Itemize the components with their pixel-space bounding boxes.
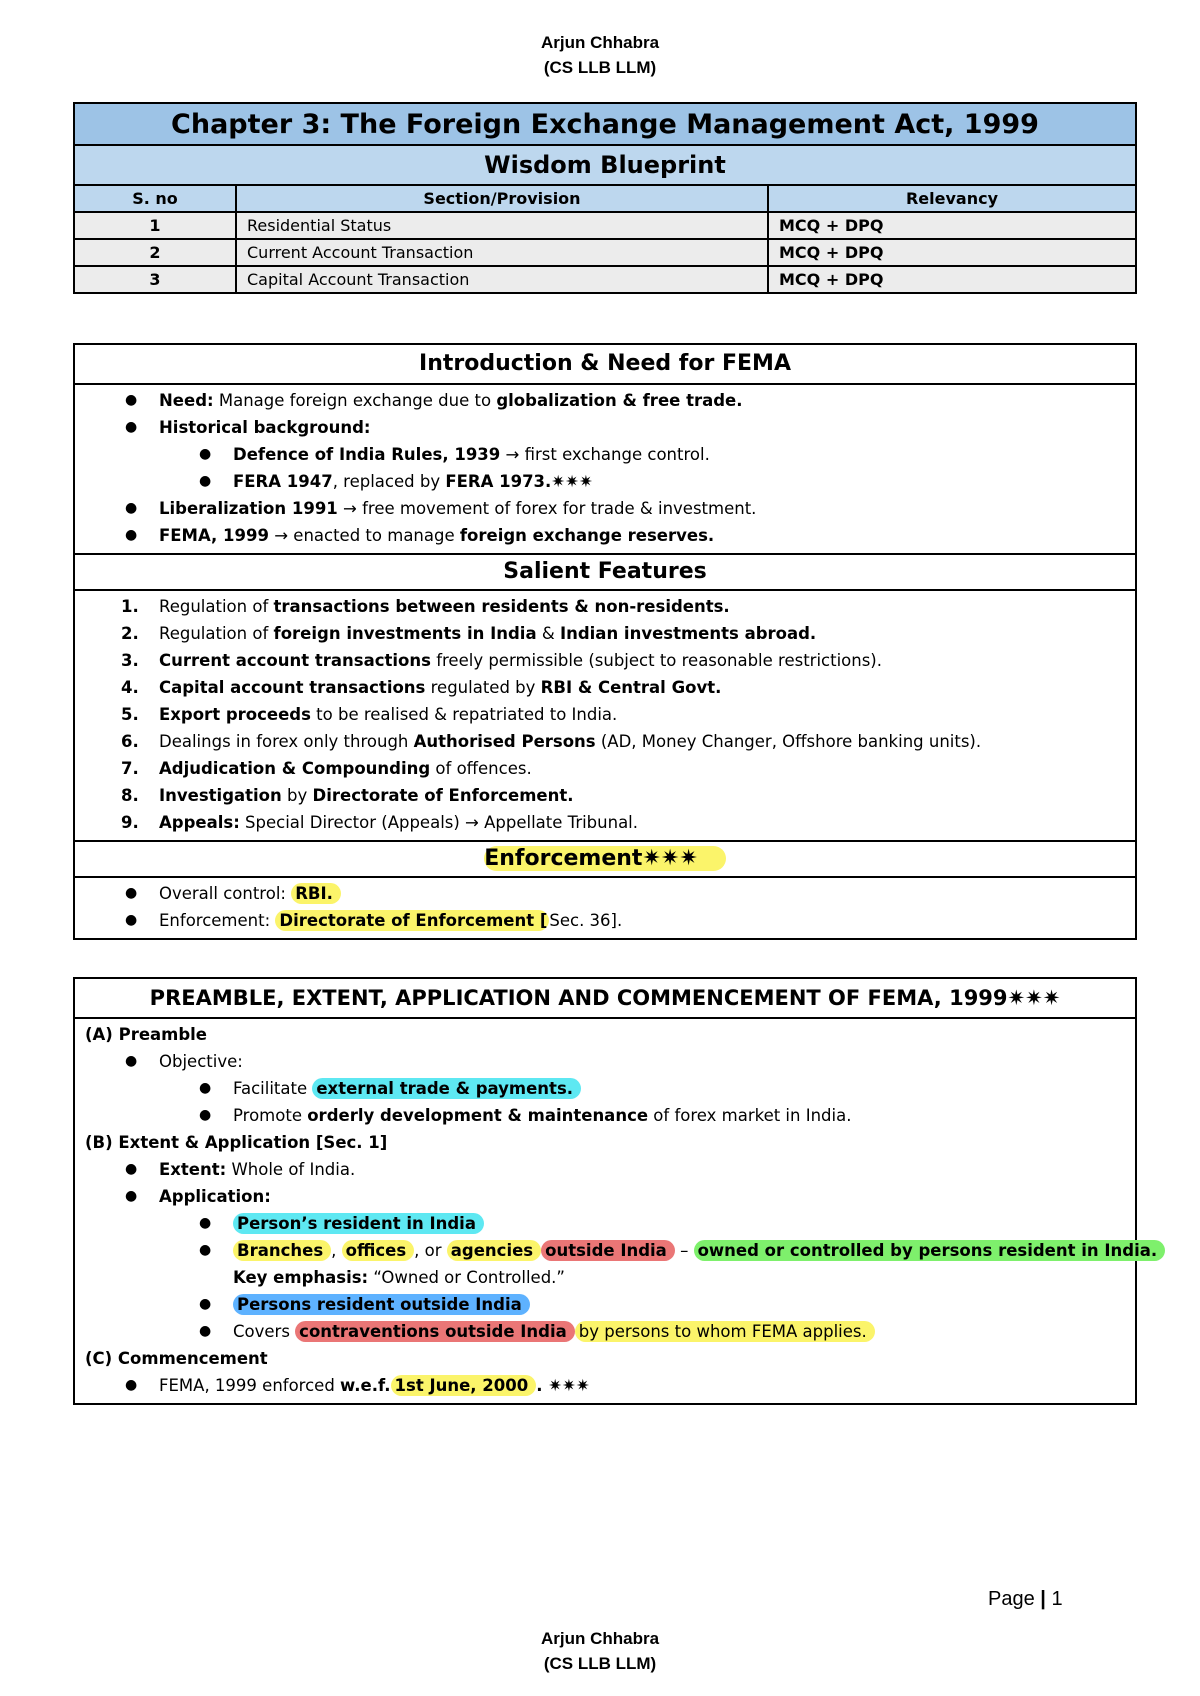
table-row [74, 239, 1136, 266]
page-number: Page | 1 [988, 1588, 1063, 1610]
bullet-icon: ● [125, 527, 138, 543]
row-relevancy: MCQ + DPQ [768, 212, 1136, 239]
row-section: Residential Status [236, 212, 768, 239]
row-relevancy: MCQ + DPQ [768, 266, 1136, 293]
row-section: Capital Account Transaction [236, 266, 768, 293]
bullet-icon: ● [199, 1107, 212, 1123]
bullet-icon: ● [199, 1296, 212, 1312]
list-item: 2. Regulation of foreign investments in India & Indian investments abroad. [121, 624, 817, 643]
footer-qualification: (CS LLB LLM) [543, 1654, 657, 1673]
row-sno: 3 [74, 266, 236, 293]
bullet-icon: ● [199, 473, 212, 489]
list-item: 3. Current account transactions freely permissible (subject to reasonable restrictions). [121, 651, 882, 670]
list-item: 7. Adjudication & Compounding of offences. [121, 759, 532, 778]
bullet-icon: ● [199, 446, 212, 462]
bullet-icon: ● [125, 419, 138, 435]
list-item: 1. Regulation of transactions between residents & non-residents. [121, 597, 730, 616]
header-name: Arjun Chhabra [540, 33, 660, 52]
blueprint-subtitle: Wisdom Blueprint [74, 145, 1136, 185]
bullet-icon: ● [125, 392, 138, 408]
preamble-box: PREAMBLE, EXTENT, APPLICATION AND COMMENCEMENT OF FEMA, 1999✷✷✷ (A) Preamble ● Objective: ● Facilitate external trade & payments. ● Promote orderly development & maintenance of forex market in India. (B) Extent & Application [Sec. 1] ● Extent: Whole of India. ● Application: ● Person’s resident in India ● Branches , offices , or agencies outside India – owned or controlled by persons resident in India. Key emphasis: “Owned or Controlled.” ● Persons resident outside India ● Covers contraventions outside India by persons to whom FEMA applies. (C) Commencement ● FEMA, 1999 enforced w.e.f. 1st June, 2000 . ✷✷✷ [73, 977, 1137, 1405]
bullet-icon: ● [125, 500, 138, 516]
bullet-icon: ● [125, 1161, 138, 1177]
bullet-icon: ● [199, 1323, 212, 1339]
bullet-icon: ● [199, 1080, 212, 1096]
row-section: Current Account Transaction [236, 239, 768, 266]
preamble-title: PREAMBLE, EXTENT, APPLICATION AND COMMENCEMENT OF FEMA, 1999✷✷✷ [75, 979, 1135, 1019]
list-item: 6. Dealings in forex only through Authorised Persons (AD, Money Changer, Offshore banking units). [121, 732, 982, 751]
row-sno: 1 [74, 212, 236, 239]
header-qualification: (CS LLB LLM) [543, 58, 657, 77]
enforcement-title: Enforcement✷✷✷ [75, 840, 1135, 878]
bullet-icon: ● [125, 1053, 138, 1069]
bullet-icon: ● [125, 1188, 138, 1204]
row-relevancy: MCQ + DPQ [768, 239, 1136, 266]
col-header-section: Section/Provision [236, 185, 768, 212]
intro-box: Introduction & Need for FEMA ● Need: Manage foreign exchange due to globalization & free trade. ● Historical background: ● Defence of India Rules, 1939 → first exchange control. ● FERA 1947, replaced by FERA 1973.✷✷✷ ● Liberalization 1991 → free movement of forex for trade & investment. ● FEMA, 1999 → enacted to manage foreign exchange reserves. Salient Features 1. Regulation of transactions between residents & non-residents. 2. Regulation of foreign investments in India & Indian investments abroad. 3. Current account transactions freely permissible (subject to reasonable restrictions). 4. Capital account transactions regulated by RBI & Central Govt. 5. Export proceeds to be realised & repatriated to India. 6. Dealings in forex only through Authorised Persons (AD, Money Changer, Offshore banking units). 7. Adjudication & Compounding of offences. 8. Investigation by Directorate of Enforcement. 9. Appeals: Special Director (Appeals) → Appellate Tribunal. Enforcement✷✷✷ ● Overall control: RBI. ● Enforcement: Directorate of Enforcement [ Sec. 36]. [73, 343, 1137, 940]
bullet-icon: ● [199, 1242, 212, 1258]
salient-list [75, 591, 1135, 840]
bullet-icon: ● [125, 912, 138, 928]
list-item: 8. Investigation by Directorate of Enforcement. [121, 786, 574, 805]
blueprint-table [73, 102, 1137, 294]
list-item: 4. Capital account transactions regulated by RBI & Central Govt. [121, 678, 722, 697]
star-icon: ✷✷✷ [1007, 986, 1061, 1010]
chapter-title: Chapter 3: The Foreign Exchange Management Act, 1999 [74, 103, 1136, 145]
intro-title: Introduction & Need for FEMA [75, 345, 1135, 385]
bullet-icon: ● [199, 1215, 212, 1231]
table-row [74, 212, 1136, 239]
col-header-relevancy: Relevancy [768, 185, 1136, 212]
bullet-icon: ● [125, 885, 138, 901]
list-item: 5. Export proceeds to be realised & repatriated to India. [121, 705, 618, 724]
table-row [74, 266, 1136, 293]
star-icon: ✷✷✷ [642, 846, 698, 871]
bullet-icon: ● [125, 1377, 138, 1393]
star-icon: ✷✷✷ [551, 472, 593, 491]
col-header-sno: S. no [74, 185, 236, 212]
footer-name: Arjun Chhabra [540, 1629, 660, 1648]
list-item: 9. Appeals: Special Director (Appeals) → Appellate Tribunal. [121, 813, 639, 832]
row-sno: 2 [74, 239, 236, 266]
salient-title: Salient Features [75, 553, 1135, 591]
